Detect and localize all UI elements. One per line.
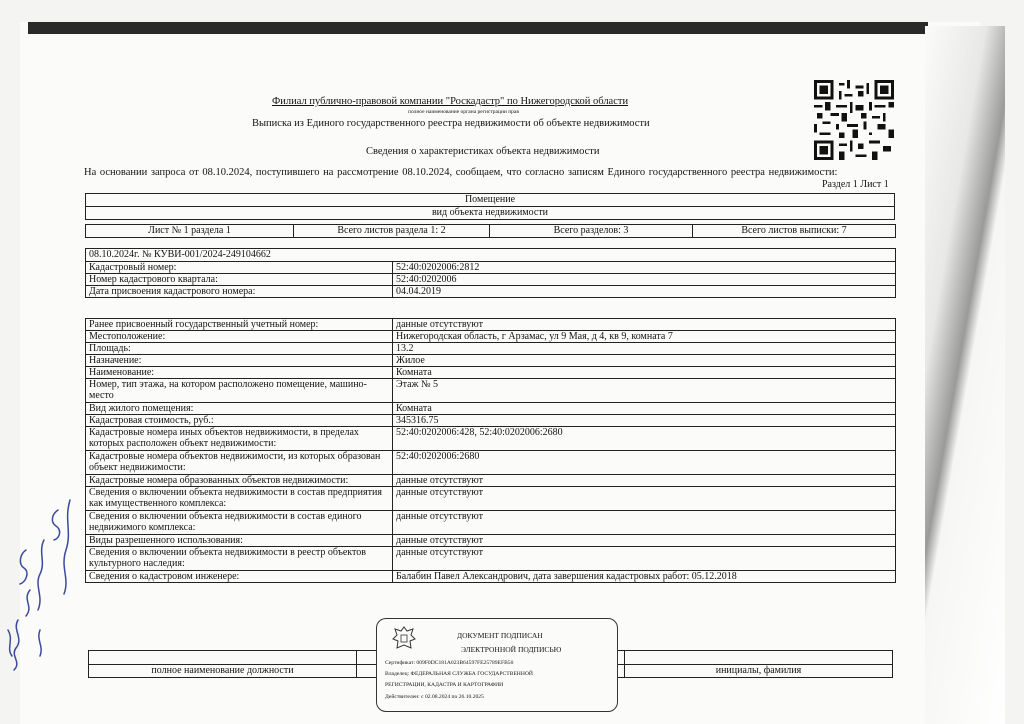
row-value: данные отсутствуют xyxy=(393,511,896,535)
name-caption: инициалы, фамилия xyxy=(625,665,893,678)
qr-code-icon xyxy=(814,80,894,160)
signed-label: ДОКУМЕНТ ПОДПИСАН xyxy=(457,631,543,640)
object-type: Помещение xyxy=(86,194,895,207)
coat-of-arms-icon xyxy=(391,625,417,653)
assignment-date: 04.04.2019 xyxy=(393,286,896,298)
total-sections: Всего разделов: 3 xyxy=(490,225,693,238)
handwritten-note-icon xyxy=(0,470,90,690)
main-info-table xyxy=(85,248,896,298)
scan-right-edge xyxy=(925,26,1005,724)
total-sheets-section: Всего листов раздела 1: 2 xyxy=(294,225,490,238)
position-caption: полное наименование должности xyxy=(89,665,357,678)
row-value: Комната xyxy=(393,403,896,415)
extract-date-number: 08.10.2024г. № КУВИ-001/2024-249104662 xyxy=(86,249,896,262)
row-value: данные отсутствуют xyxy=(393,547,896,571)
row-value: Нижегородская область, г Арзамас, ул 9 Мая, д 4, кв 9, комната 7 xyxy=(393,331,896,343)
row-value: Жилое xyxy=(393,355,896,367)
row-label: Виды разрешенного использования: xyxy=(86,535,393,547)
row-value: Комната xyxy=(393,367,896,379)
row-label: Вид жилого помещения: xyxy=(86,403,393,415)
row-value: 13.2 xyxy=(393,343,896,355)
row-value: данные отсутствуют xyxy=(393,475,896,487)
row-label: Местоположение: xyxy=(86,331,393,343)
row-value: 52:40:0202006:428, 52:40:0202006:2680 xyxy=(393,427,896,451)
row-label: Кадастровые номера образованных объектов недвижимости: xyxy=(86,475,393,487)
row-label: Наименование: xyxy=(86,367,393,379)
section-sheet-label: Раздел 1 Лист 1 xyxy=(822,179,889,190)
scan-top-edge xyxy=(28,22,928,34)
row-label: Сведения о включении объекта недвижимости в состав единого недвижимого комплекса: xyxy=(86,511,393,535)
organization-caption: полное наименование органа регистрации прав xyxy=(408,109,519,115)
row-label: Ранее присвоенный государственный учетный номер: xyxy=(86,319,393,331)
row-value: 345316.75 xyxy=(393,415,896,427)
cadastral-number: 52:40:0202006:2812 xyxy=(393,262,896,274)
row-label: Сведения о включении объекта недвижимости в состав предприятия как имущественного комплекса: xyxy=(86,487,393,511)
signed-label-2: ЭЛЕКТРОННОЙ ПОДПИСЬЮ xyxy=(461,645,562,654)
row-label: Кадастровая стоимость, руб.: xyxy=(86,415,393,427)
certificate: Сертификат: 009F0DC181A023B64597FE25789EFB50 xyxy=(385,660,514,666)
object-type-table xyxy=(85,193,895,220)
sheet-number: Лист № 1 раздела 1 xyxy=(86,225,294,238)
row-label: Кадастровый номер: xyxy=(86,262,393,274)
row-label: Номер, тип этажа, на котором расположено помещение, машино-место xyxy=(86,379,393,403)
row-label: Номер кадастрового квартала: xyxy=(86,274,393,286)
validity: Действителен: с 02.08.2024 по 26.10.2025 xyxy=(385,694,484,700)
total-sheets: Всего листов выписки: 7 xyxy=(693,225,896,238)
row-label: Площадь: xyxy=(86,343,393,355)
details-table xyxy=(85,318,896,583)
row-label: Кадастровые номера иных объектов недвижимости, в пределах которых расположен объект недвижимости: xyxy=(86,427,393,451)
document-title: Выписка из Единого государственного реестра недвижимости об объекте недвижимости xyxy=(252,118,650,129)
basis-statement: На основании запроса от 08.10.2024, поступившего на рассмотрение 08.10.2024, сообщаем, что согласно записям Единого государственного реестра недвижимости: xyxy=(84,167,838,178)
owner: Владелец: ФЕДЕРАЛЬНАЯ СЛУЖБА ГОСУДАРСТВЕННОЙ xyxy=(385,671,533,677)
row-value: 52:40:0202006:2680 xyxy=(393,451,896,475)
row-label: Назначение: xyxy=(86,355,393,367)
row-label: Кадастровые номера объектов недвижимости, из которых образован объект недвижимости: xyxy=(86,451,393,475)
organization-name: Филиал публично-правовой компании "Роскадастр" по Нижегородской области xyxy=(272,96,629,107)
cadastral-quarter: 52:40:0202006 xyxy=(393,274,896,286)
sheet-info-table xyxy=(85,224,896,238)
row-label: Сведения о кадастровом инженере: xyxy=(86,571,393,583)
row-value: данные отсутствуют xyxy=(393,487,896,511)
row-value: Этаж № 5 xyxy=(393,379,896,403)
object-type-caption: вид объекта недвижимости xyxy=(86,207,895,220)
row-label: Дата присвоения кадастрового номера: xyxy=(86,286,393,298)
row-value: данные отсутствуют xyxy=(393,319,896,331)
electronic-signature-stamp xyxy=(376,618,618,712)
row-value: данные отсутствуют xyxy=(393,535,896,547)
owner-2: РЕГИСТРАЦИИ, КАДАСТРА И КАРТОГРАФИИ xyxy=(385,682,504,688)
document-subtitle: Сведения о характеристиках объекта недвижимости xyxy=(366,146,600,157)
row-value: Балабин Павел Александрович, дата завершения кадастровых работ: 05.12.2018 xyxy=(393,571,896,583)
row-label: Сведения о включении объекта недвижимости в реестр объектов культурного наследия: xyxy=(86,547,393,571)
